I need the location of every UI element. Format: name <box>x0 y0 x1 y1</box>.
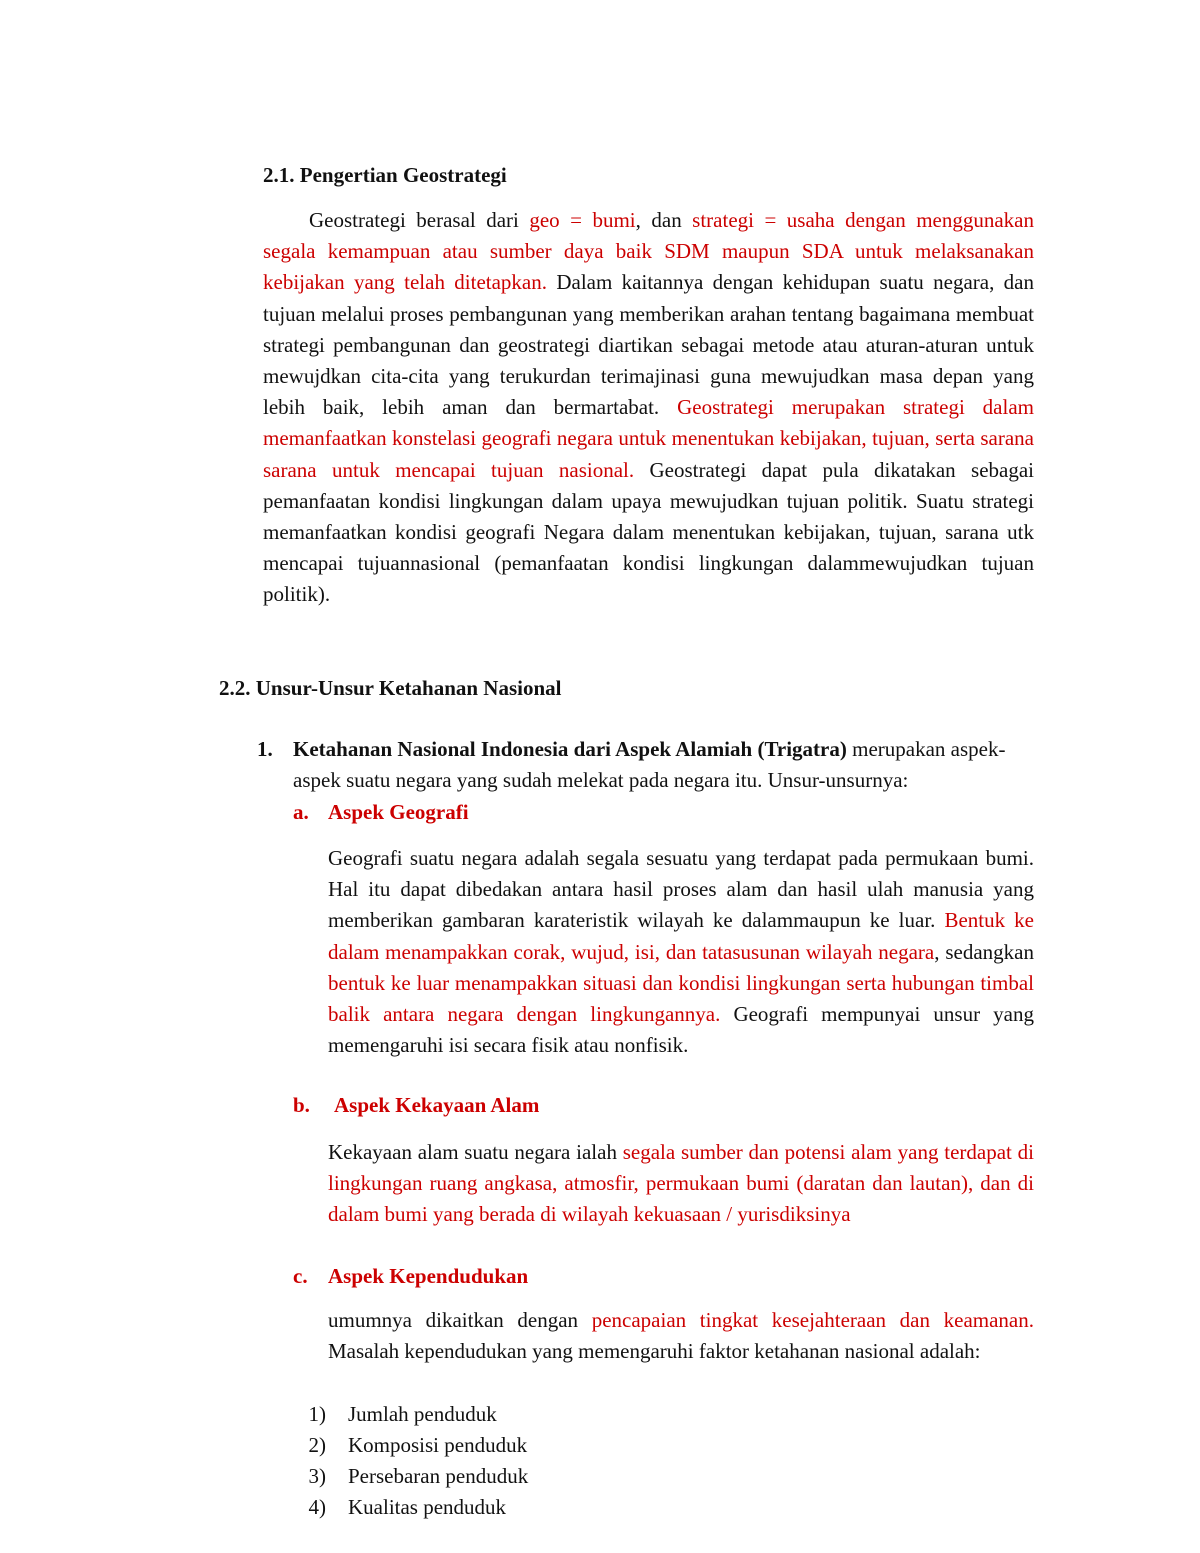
highlight-text: bentuk ke luar menampakkan situasi dan kondisi lingkungan serta hubungan timbal balik antara negara dengan lingkungannya. <box>328 970 1034 1027</box>
text-span: , dan <box>635 208 693 232</box>
list-item: Jumlah penduduk <box>348 1402 497 1426</box>
paragraph-geografi <box>328 843 1034 1061</box>
text-span: , sedangkan <box>934 939 1034 964</box>
highlight-text: geo = bumi <box>529 208 636 232</box>
text-span: umumnya dikaitkan dengan <box>328 1308 592 1332</box>
item-trigatra <box>293 734 1045 796</box>
text-span: Geografi suatu negara adalah segala sesuatu yang terdapat pada permukaan bumi. Hal itu dapat dibedakan antara hasil proses alam dan hasil ulah manusia yang memberikan gambaran karateristik wilayah ke dalammaupun ke luar. <box>328 846 1034 933</box>
highlight-text: segala sumber dan potensi alam yang terdapat di lingkungan ruang angkasa, atmosfir, permukaan bumi (daratan dan lautan), dan di dalam bumi yang berada di wilayah kekuasaan / yurisdiksinya <box>328 1140 1034 1227</box>
sub-title-kekayaan-alam: Aspek Kekayaan Alam <box>334 1093 540 1117</box>
sub-letter-a: a. <box>293 800 309 824</box>
text-span: Kekayaan alam suatu negara ialah <box>328 1140 623 1164</box>
sub-letter-c: c. <box>293 1264 308 1288</box>
item-bold-title: Ketahanan Nasional Indonesia dari Aspek Alamiah (Trigatra) <box>293 737 847 761</box>
highlight-text: strategi = usaha dengan menggunakan segala kemampuan atau sumber daya baik SDM maupun SDA untuk melaksanakan kebijakan yang telah ditetapkan. <box>263 208 1034 295</box>
highlight-text: Bentuk ke dalam menampakkan corak, wujud, isi, dan tatasusunan wilayah negara <box>328 908 1035 964</box>
text-span: Masalah kependudukan yang memengaruhi faktor ketahanan nasional adalah: <box>328 1339 981 1364</box>
section-heading-geostrategi: 2.1. Pengertian Geostrategi <box>263 163 507 187</box>
list-number: 3) <box>308 1464 326 1488</box>
paragraph-kependudukan <box>328 1305 1034 1367</box>
list-number: 2) <box>308 1433 326 1457</box>
text-span: Geografi mempunyai unsur yang memengaruhi isi secara fisik atau nonfisik. <box>328 1002 1035 1058</box>
section-heading-unsur: 2.2. Unsur-Unsur Ketahanan Nasional <box>219 676 562 700</box>
paragraph-kekayaan-alam <box>328 1137 1034 1231</box>
list-item: Komposisi penduduk <box>348 1433 528 1457</box>
text-span: merupakan aspek-aspek suatu negara yang sudah melekat pada negara itu. Unsur-unsurnya: <box>293 737 1006 792</box>
list-number: 4) <box>308 1495 326 1519</box>
sub-title-kependudukan: Aspek Kependudukan <box>328 1264 529 1288</box>
list-item: Kualitas penduduk <box>348 1495 507 1519</box>
highlight-text: Geostrategi merupakan strategi dalam memanfaatkan konstelasi geografi negara untuk menentukan kebijakan, tujuan, serta sarana sarana untuk mencapai tujuan nasional. <box>263 395 1034 482</box>
paragraph-pengertian-geostrategi <box>263 205 1034 611</box>
sub-letter-b: b. <box>293 1093 310 1117</box>
list-item: Persebaran penduduk <box>348 1464 529 1488</box>
sub-title-geografi: Aspek Geografi <box>328 800 469 824</box>
text-span: Dalam kaitannya dengan kehidupan suatu negara, dan tujuan melalui proses pembangunan yang memberikan arahan tentang bagaimana membuat strategi pembangunan dan geostrategi diartikan sebagai metode atau aturan-aturan untuk mewujdkan cita-cita yang terukurdan terimajinasi guna mewujudkan masa depan yang lebih baik, lebih aman dan bermartabat. <box>263 270 1034 420</box>
text-span: Geostrategi dapat pula dikatakan sebagai pemanfaatan kondisi lingkungan dalam upaya mewujudkan tujuan politik. Suatu strategi memanfaatkan kondisi geografi Negara dalam menentukan kebijakan, tujuan, sarana utk mencapai tujuannasional (pemanfaatan kondisi lingkungan dalammewujudkan tujuan politik). <box>263 457 1035 607</box>
list-number: 1. <box>257 737 273 761</box>
text-span: Geostrategi berasal dari <box>309 208 530 232</box>
list-number: 1) <box>308 1402 326 1426</box>
highlight-text: pencapaian tingkat kesejahteraan dan keamanan. <box>591 1308 1035 1332</box>
